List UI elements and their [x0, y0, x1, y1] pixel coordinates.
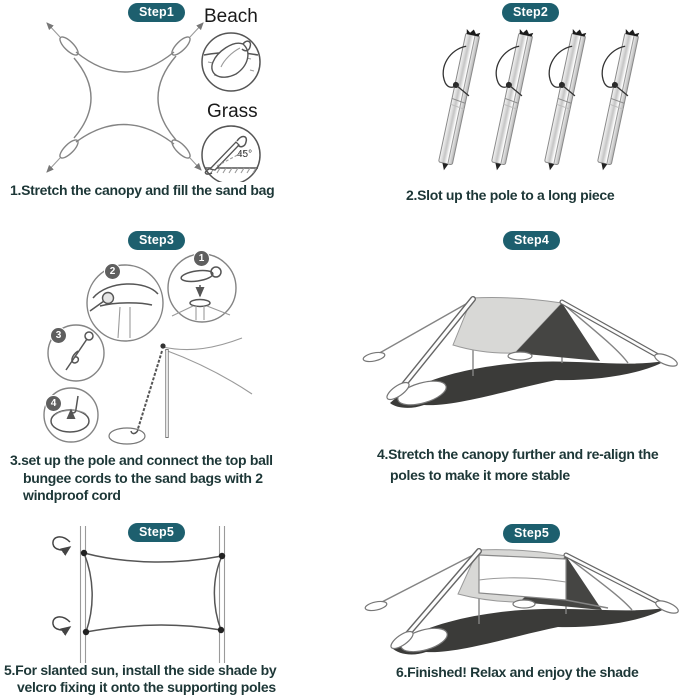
caption-line: 2.Slot up the pole to a long piece: [406, 187, 615, 203]
caption-line: 6.Finished! Relax and enjoy the shade: [396, 664, 639, 680]
step6-badge: Step5: [503, 524, 560, 543]
canopy-stretch-illustration: [0, 0, 350, 182]
callout-number-4: 4: [45, 395, 62, 412]
step-6-panel: [350, 510, 700, 700]
step-3-panel: [0, 210, 350, 510]
finished-tent-illustration: [360, 538, 695, 666]
caption-line: 1.Stretch the canopy and fill the sand bag: [10, 182, 275, 198]
step5-caption: [4, 662, 276, 696]
beach-sandbag-detail: [202, 33, 260, 91]
caption-line: 4.Stretch the canopy further and re-align the: [377, 446, 659, 462]
pole-and-sandbag-main: [109, 338, 252, 444]
step3-badge: Step3: [128, 231, 185, 250]
step5-badge: Step5: [128, 523, 185, 542]
caption-line: 5.For slanted sun, install the side shade by: [4, 662, 277, 678]
detail-circle-2: [87, 265, 163, 341]
callout-number-1: 1: [193, 250, 210, 267]
step-2-panel: [350, 0, 700, 210]
grass-label: Grass: [207, 101, 258, 122]
caption-line: 3.set up the pole and connect the top ball: [10, 452, 273, 468]
step6-caption: [396, 664, 639, 682]
callout-number-2: 2: [104, 263, 121, 280]
step1-caption: [10, 182, 274, 200]
poles-assembly-illustration: [405, 20, 650, 182]
step4-badge: Step4: [503, 231, 560, 250]
callout-number-3: 3: [50, 327, 67, 344]
angle-45-label: 45°: [237, 149, 253, 160]
step-1-panel: [0, 0, 350, 210]
side-shade-illustration: [0, 518, 350, 668]
caption-line: poles to make it more stable: [390, 467, 570, 483]
caption-line: bungee cords to the sand bags with 2: [23, 469, 263, 486]
step2-badge: Step2: [502, 3, 559, 22]
step-5-panel: [0, 510, 350, 700]
tent-stretched-illustration: [360, 283, 695, 423]
step4-caption: [377, 444, 658, 486]
step3-caption: [10, 452, 273, 505]
step2-caption: [406, 187, 614, 205]
beach-label: Beach: [204, 6, 258, 27]
caption-line: velcro fixing it onto the supporting poles: [17, 679, 276, 695]
caption-line: windproof cord: [23, 487, 121, 503]
step1-badge: Step1: [128, 3, 185, 22]
step-4-panel: [350, 210, 700, 510]
